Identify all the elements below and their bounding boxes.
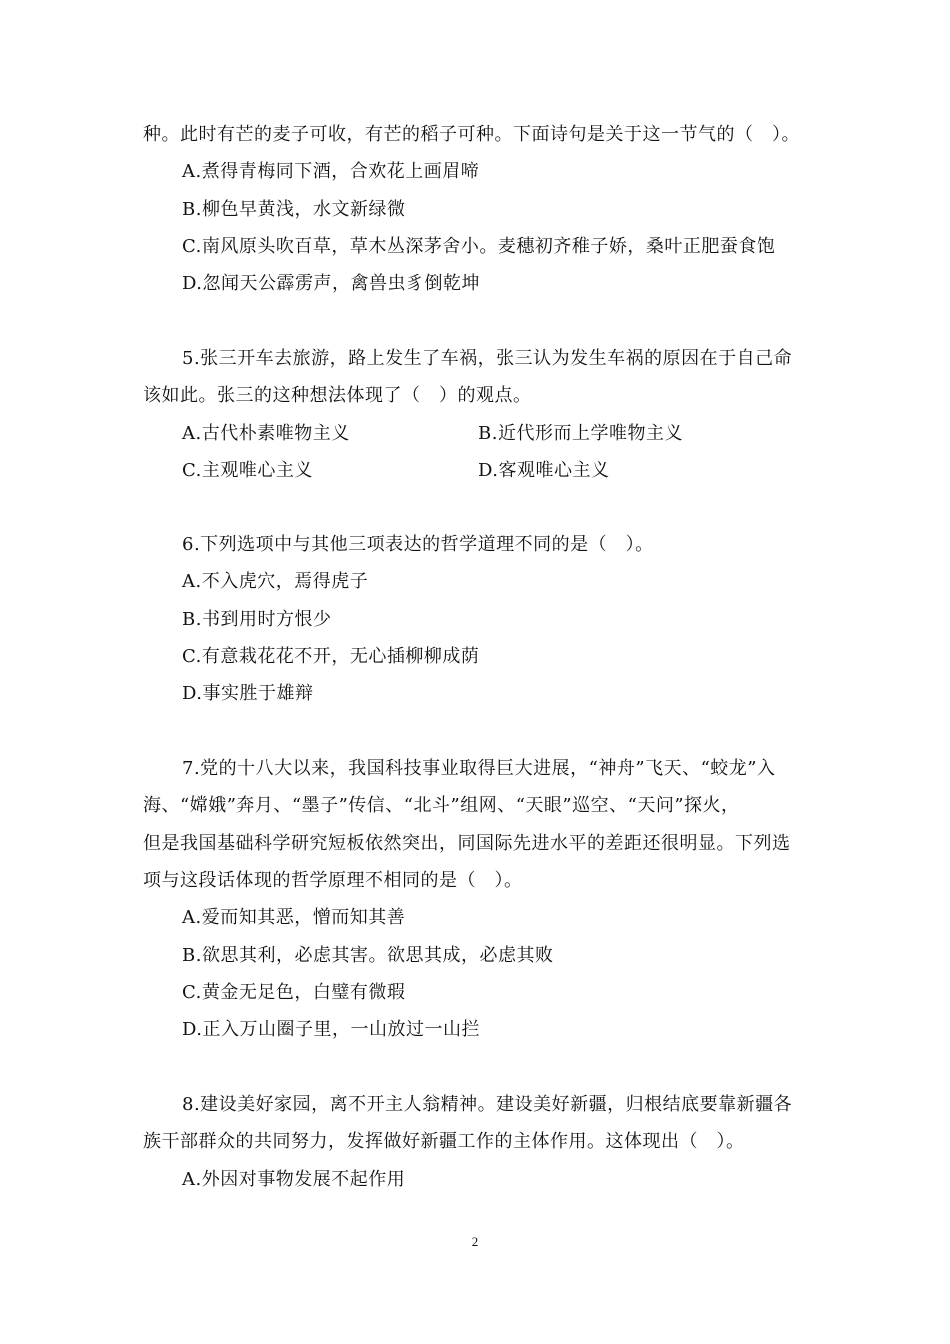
- q6-option-a: A.不入虎穴，焉得虎子: [182, 571, 369, 592]
- q7-option-c: C.黄金无足色，白璧有微瑕: [182, 982, 406, 1003]
- q4-stem-continuation: 种。此时有芒的麦子可收，有芒的稻子可种。下面诗句是关于这一节气的（ ）。: [143, 124, 800, 145]
- q7-option-a: A.爱而知其恶，憎而知其善: [182, 907, 406, 928]
- q6-stem-line-1: 6.下列选项中与其他三项表达的哲学道理不同的是（ ）。: [182, 534, 654, 555]
- q4-option-c: C.南风原头吹百草，草木丛深茅舍小。麦穗初齐稚子娇，桑叶正肥蚕食饱: [182, 236, 776, 257]
- q8-stem-line-2: 族干部群众的共同努力，发挥做好新疆工作的主体作用。这体现出（ ）。: [143, 1131, 745, 1152]
- q7-option-b: B.欲思其利，必虑其害。欲思其成，必虑其败: [182, 945, 554, 966]
- q6-option-d: D.事实胜于雄辩: [182, 683, 314, 704]
- q7-stem-line-1: 7.党的十八大以来，我国科技事业取得巨大进展，“神舟”飞天、“蛟龙”入: [182, 758, 776, 779]
- q6-option-b: B.书到用时方恨少: [182, 609, 332, 630]
- q4-option-a: A.煮得青梅同下酒，合欢花上画眉啼: [182, 161, 480, 182]
- q8-option-a: A.外因对事物发展不起作用: [182, 1169, 406, 1190]
- q4-option-d: D.忽闻天公霹雳声，禽兽虫豸倒乾坤: [182, 273, 481, 294]
- q5-option-a: A.古代朴素唯物主义: [182, 423, 350, 444]
- q7-option-d: D.正入万山圈子里，一山放过一山拦: [182, 1019, 481, 1040]
- q5-stem-line-1: 5.张三开车去旅游，路上发生了车祸，张三认为发生车祸的原因在于自己命: [182, 348, 793, 369]
- q5-option-b: B.近代形而上学唯物主义: [478, 423, 683, 444]
- q7-stem-line-2: 海、“嫦娥”奔月、“墨子”传信、“北斗”组网、“天眼”巡空、“天问”探火，: [143, 795, 740, 816]
- page-number: 2: [471, 1234, 479, 1249]
- q7-stem-line-4: 项与这段话体现的哲学原理不相同的是（ ）。: [143, 870, 523, 891]
- q7-stem-line-3: 但是我国基础科学研究短板依然突出，同国际先进水平的差距还很明显。下列选: [143, 833, 791, 854]
- q5-option-d: D.客观唯心主义: [478, 460, 610, 481]
- q5-stem-line-2: 该如此。张三的这种想法体现了（ ）的观点。: [143, 385, 532, 406]
- q6-option-c: C.有意栽花花不开，无心插柳柳成荫: [182, 646, 480, 667]
- q4-option-b: B.柳色早黄浅，水文新绿微: [182, 199, 406, 220]
- q5-option-c: C.主观唯心主义: [182, 460, 313, 481]
- q8-stem-line-1: 8.建设美好家园，离不开主人翁精神。建设美好新疆，归根结底要靠新疆各: [182, 1094, 793, 1115]
